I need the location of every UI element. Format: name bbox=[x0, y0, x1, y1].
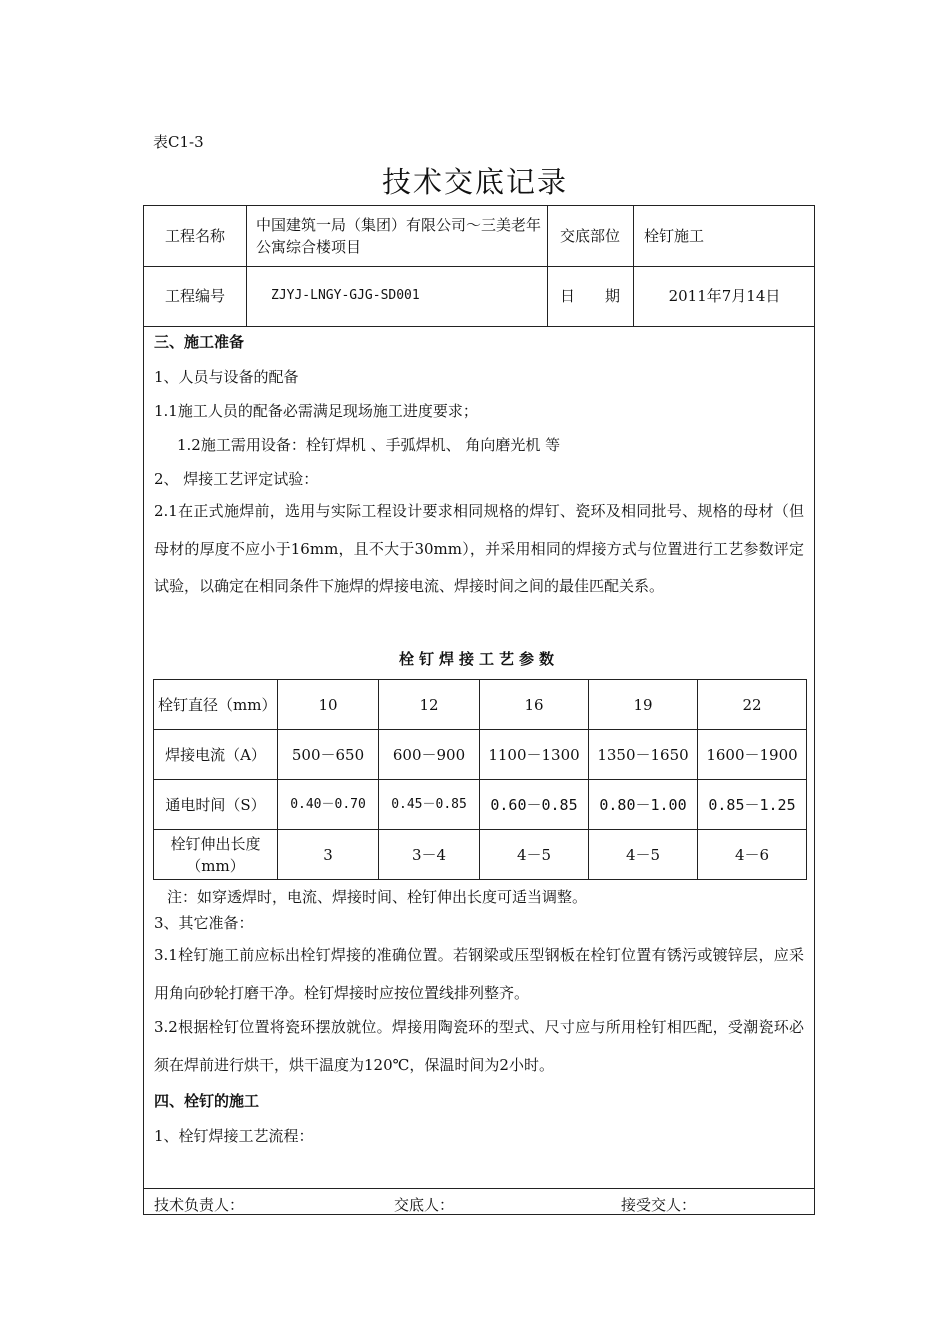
table-cell: 4－5 bbox=[480, 830, 589, 880]
table-cell: 3－4 bbox=[379, 830, 480, 880]
weld-params-table bbox=[153, 679, 807, 880]
paragraph: 3.2根据栓钉位置将瓷环摆放就位。焊接用陶瓷环的型式、尺寸应与所用栓钉相匹配，受潮瓷环必须在焊前进行烘干，烘干温度为120℃，保温时间为2小时。 bbox=[154, 1018, 804, 1074]
table-cell: 1600－1900 bbox=[698, 730, 807, 780]
row-header-cell: 栓钉直径（mm） bbox=[154, 680, 278, 730]
project-name-label: 工程名称 bbox=[164, 227, 225, 245]
part-label: 交底部位 bbox=[559, 227, 620, 245]
item-text: 1.2施工需用设备：栓钉焊机 、手弧焊机、 角向磨光机 等 bbox=[177, 436, 561, 454]
item-text: 1、人员与设备的配备 bbox=[154, 368, 299, 386]
presenter-signature: 交底人： bbox=[394, 1196, 455, 1214]
receiver-signature: 接受交人： bbox=[621, 1196, 697, 1214]
table-cell: 16 bbox=[480, 680, 589, 730]
paragraph: 2.1在正式施焊前，选用与实际工程设计要求相同规格的焊钉、瓷环及相同批号、规格的母材（但母材的厚度不应小于16mm，且不大于30mm），并采用相同的焊接方式与位置进行工艺参数评定试验，以确定在相同条件下施焊的焊接电流、焊接时间之间的最佳匹配关系。 bbox=[154, 502, 804, 595]
table-cell: 600－900 bbox=[379, 730, 480, 780]
paragraph: 3.1栓钉施工前应标出栓钉焊接的准确位置。若钢梁或压型钢板在栓钉位置有锈污或镀锌层，应采用角向砂轮打磨干净。栓钉焊接时应按位置线排列整齐。 bbox=[154, 946, 804, 1002]
table-row bbox=[154, 680, 807, 730]
table-cell: 3 bbox=[278, 830, 379, 880]
item-text: 3、其它准备： bbox=[154, 914, 254, 932]
row-header-cell: 栓钉伸出长度（mm） bbox=[154, 830, 278, 880]
table-cell: 0.40－0.70 bbox=[278, 780, 379, 830]
project-name-value: 中国建筑一局（集团）有限公司～三美老年公寓综合楼项目 bbox=[256, 216, 542, 256]
table-title: 栓钉焊接工艺参数 bbox=[398, 650, 559, 668]
grid-line bbox=[144, 1188, 814, 1189]
table-cell: 1100－1300 bbox=[480, 730, 589, 780]
form-code: 表C1-3 bbox=[153, 133, 204, 151]
table-cell: 10 bbox=[278, 680, 379, 730]
table-cell: 19 bbox=[589, 680, 698, 730]
project-no-value: ZJYJ-LNGY-GJG-SD001 bbox=[271, 288, 420, 303]
table-row bbox=[154, 730, 807, 780]
project-no-label: 工程编号 bbox=[164, 287, 225, 305]
section-heading: 四、栓钉的施工 bbox=[154, 1092, 260, 1110]
table-cell: 0.85－1.25 bbox=[698, 780, 807, 830]
item-text: 1、栓钉焊接工艺流程： bbox=[154, 1127, 314, 1145]
grid-line bbox=[144, 326, 814, 327]
table-row bbox=[154, 780, 807, 830]
table-cell: 0.60－0.85 bbox=[480, 780, 589, 830]
table-cell: 500－650 bbox=[278, 730, 379, 780]
table-cell: 1350－1650 bbox=[589, 730, 698, 780]
date-value: 2011年7月14日 bbox=[668, 287, 781, 305]
document-title: 技术交底记录 bbox=[381, 165, 568, 199]
item-text: 1.1施工人员的配备必需满足现场施工进度要求； bbox=[154, 402, 478, 420]
part-value: 栓钉施工 bbox=[644, 227, 705, 245]
row-header-cell: 通电时间（S） bbox=[154, 780, 278, 830]
table-cell: 12 bbox=[379, 680, 480, 730]
section-heading: 三、施工准备 bbox=[154, 333, 245, 351]
date-label: 日 期 bbox=[559, 287, 620, 305]
table-cell: 0.80－1.00 bbox=[589, 780, 698, 830]
table-cell: 4－6 bbox=[698, 830, 807, 880]
table-note: 注：如穿透焊时，电流、焊接时间、栓钉伸出长度可适当调整。 bbox=[167, 888, 588, 906]
table-cell: 22 bbox=[698, 680, 807, 730]
tech-lead-signature: 技术负责人： bbox=[154, 1196, 245, 1214]
table-cell: 0.45－0.85 bbox=[379, 780, 480, 830]
table-row bbox=[154, 830, 807, 880]
row-header-cell: 焊接电流（A） bbox=[154, 730, 278, 780]
table-cell: 4－5 bbox=[589, 830, 698, 880]
record-form bbox=[143, 205, 815, 1215]
item-text: 2、 焊接工艺评定试验： bbox=[154, 470, 319, 488]
